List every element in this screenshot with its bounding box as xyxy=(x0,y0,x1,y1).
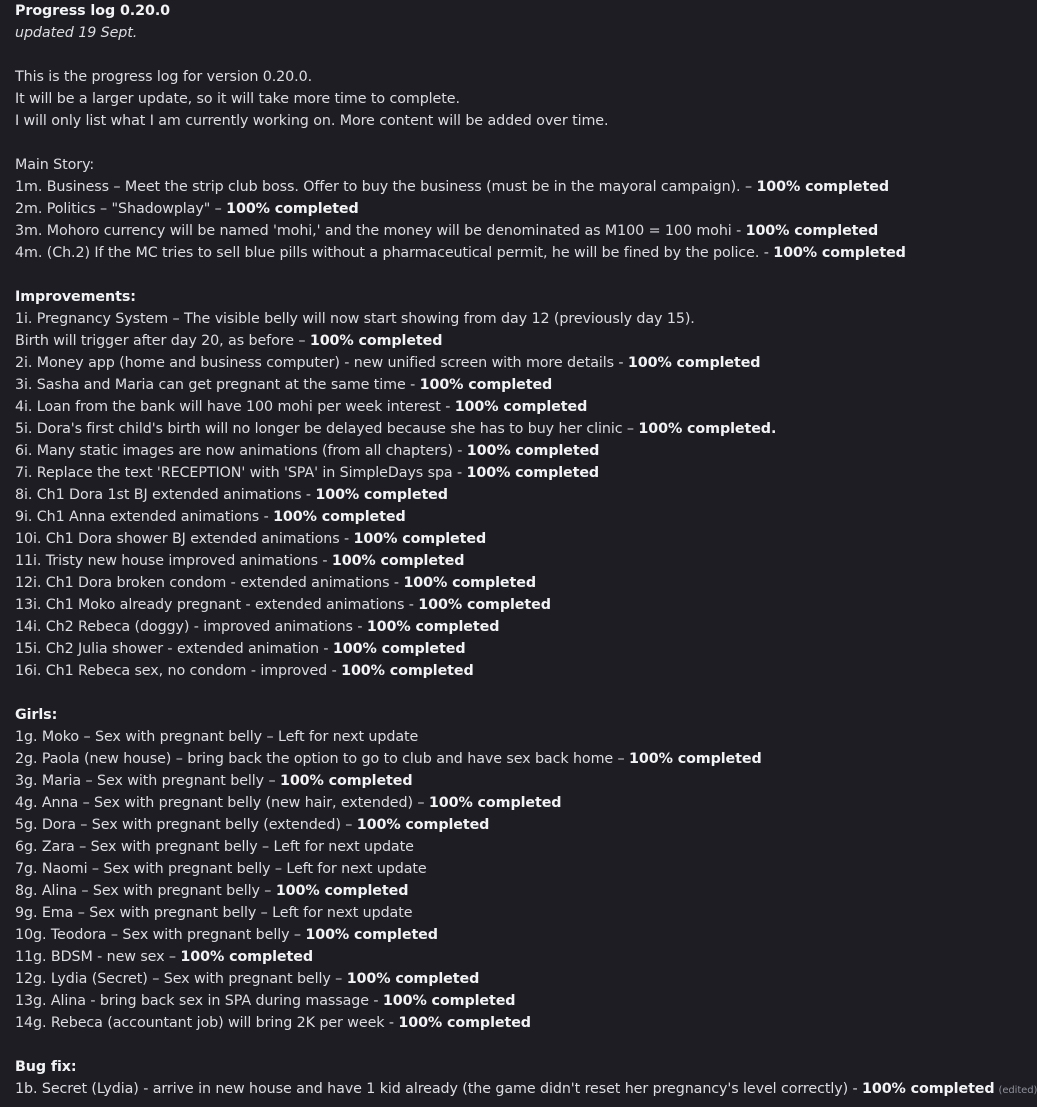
spacer xyxy=(15,132,985,154)
log-item-text: 10i. Ch1 Dora shower BJ extended animations - xyxy=(15,531,354,547)
log-item-text: 12g. Lydia (Secret) – Sex with pregnant belly – xyxy=(15,971,347,987)
log-item xyxy=(15,484,985,506)
log-item xyxy=(15,968,985,990)
status-completed: 100% completed xyxy=(273,509,406,525)
log-item xyxy=(15,440,985,462)
intro-line: This is the progress log for version 0.20.0. xyxy=(15,69,313,85)
status-completed: 100% completed xyxy=(315,487,448,503)
log-item xyxy=(15,748,985,770)
log-item xyxy=(15,374,985,396)
log-item xyxy=(15,572,985,594)
status-completed: 100% completed xyxy=(428,795,562,811)
log-item xyxy=(15,770,985,792)
status-completed: 100% completed xyxy=(403,575,536,591)
status-completed: 100% completed xyxy=(419,377,553,393)
log-item xyxy=(15,220,985,242)
status-completed: 100% completed xyxy=(862,1081,995,1097)
log-item-text: 4g. Anna – Sex with pregnant belly (new hair, extended) – xyxy=(15,795,429,811)
log-item xyxy=(15,462,985,484)
log-item xyxy=(15,352,985,374)
status-completed: 100% completed xyxy=(226,201,359,217)
status-completed: 100% completed xyxy=(366,619,500,635)
spacer xyxy=(15,264,985,286)
log-item-text: 5i. Dora's first child's birth will no longer be delayed because she has to buy her clinic – xyxy=(15,421,639,437)
message-title: Progress log 0.20.0 xyxy=(15,3,171,19)
log-item-text: 2m. Politics – "Shadowplay" – xyxy=(15,201,227,217)
section-heading: Girls: xyxy=(15,707,58,723)
status-completed: 100% completed xyxy=(332,641,466,657)
log-item-text: 7i. Replace the text 'RECEPTION' with 'SPA' in SimpleDays spa - xyxy=(15,465,467,481)
status-completed: 100% completed xyxy=(398,1015,531,1031)
log-item-text: 3g. Maria – Sex with pregnant belly – xyxy=(15,773,280,789)
log-item-text: 1m. Business – Meet the strip club boss. Offer to buy the business (must be in the mayoral campaign). – xyxy=(15,179,757,195)
log-item xyxy=(15,550,985,572)
log-item-text: 7g. Naomi – Sex with pregnant belly – Left for next update xyxy=(15,861,427,877)
log-item-text: 8i. Ch1 Dora 1st BJ extended animations - xyxy=(15,487,316,503)
status-completed: 100% completed xyxy=(275,883,409,899)
log-item-text: 1i. Pregnancy System – The visible belly will now start showing from day 12 (previously day 15). xyxy=(15,311,695,327)
status-completed: 100% completed xyxy=(629,751,762,767)
log-item-text: 13i. Ch1 Moko already pregnant - extended animations - xyxy=(15,597,419,613)
log-item-text: 6i. Many static images are now animations (from all chapters) - xyxy=(15,443,467,459)
status-completed: 100% completed xyxy=(346,971,480,987)
status-completed: 100% completed xyxy=(466,465,600,481)
log-item-text: 9i. Ch1 Anna extended animations - xyxy=(15,509,274,525)
status-completed: 100% completed xyxy=(309,333,443,349)
log-item xyxy=(15,594,985,616)
log-item xyxy=(15,1078,1037,1100)
status-completed: 100% completed. xyxy=(638,421,777,437)
log-item xyxy=(15,528,985,550)
log-item-text: 3i. Sasha and Maria can get pregnant at the same time - xyxy=(15,377,420,393)
spacer xyxy=(15,44,985,66)
log-item xyxy=(15,242,985,264)
log-item xyxy=(15,308,985,330)
log-item-text: 9g. Ema – Sex with pregnant belly – Left for next update xyxy=(15,905,413,921)
log-item-text: 13g. Alina - bring back sex in SPA during massage - xyxy=(15,993,383,1009)
section-heading: Bug fix: xyxy=(15,1059,77,1075)
status-completed: 100% completed xyxy=(627,355,761,371)
log-item xyxy=(15,396,985,418)
sections-container xyxy=(15,132,1037,1100)
log-item-text: 14g. Rebeca (accountant job) will bring 2K per week - xyxy=(15,1015,399,1031)
log-item xyxy=(15,638,985,660)
spacer xyxy=(15,1034,985,1056)
status-completed: 100% completed xyxy=(353,531,487,547)
log-item-text: 16i. Ch1 Rebeca sex, no condom - improved - xyxy=(15,663,342,679)
log-item-text: 3m. Mohoro currency will be named 'mohi,' and the money will be denominated as M100 = 100 mohi - xyxy=(15,223,746,239)
log-item-text: 10g. Teodora – Sex with pregnant belly – xyxy=(15,927,306,943)
status-completed: 100% completed xyxy=(279,773,413,789)
log-item-text: 8g. Alina – Sex with pregnant belly – xyxy=(15,883,276,899)
spacer xyxy=(15,682,985,704)
log-item xyxy=(15,330,985,352)
status-completed: 100% completed xyxy=(382,993,516,1009)
log-item xyxy=(15,1012,985,1034)
intro-line: I will only list what I am currently working on. More content will be added over time. xyxy=(15,113,609,129)
log-item xyxy=(15,902,985,924)
status-completed: 100% completed xyxy=(180,949,313,965)
log-item-text: 2i. Money app (home and business computer) - new unified screen with more details - xyxy=(15,355,628,371)
message-content xyxy=(15,0,1037,1100)
log-item xyxy=(15,990,985,1012)
log-item-text: 4i. Loan from the bank will have 100 mohi per week interest - xyxy=(15,399,455,415)
status-completed: 100% completed xyxy=(466,443,600,459)
log-item xyxy=(15,858,985,880)
intro-line: It will be a larger update, so it will take more time to complete. xyxy=(15,91,460,107)
log-item-text: Birth will trigger after day 20, as before – xyxy=(15,333,310,349)
log-item xyxy=(15,660,985,682)
log-item xyxy=(15,506,985,528)
log-item-text: 11g. BDSM - new sex – xyxy=(15,949,181,965)
log-item xyxy=(15,924,985,946)
status-completed: 100% completed xyxy=(745,223,879,239)
log-item xyxy=(15,176,985,198)
section-heading: Main Story: xyxy=(15,157,95,173)
log-item-text: 1g. Moko – Sex with pregnant belly – Left for next update xyxy=(15,729,419,745)
log-item-text: 2g. Paola (new house) – bring back the option to go to club and have sex back home – xyxy=(15,751,630,767)
status-completed: 100% completed xyxy=(773,245,906,261)
log-item-text: 12i. Ch1 Dora broken condom - extended animations - xyxy=(15,575,404,591)
status-completed: 100% completed xyxy=(756,179,889,195)
log-item-text: 6g. Zara – Sex with pregnant belly – Left for next update xyxy=(15,839,414,855)
status-completed: 100% completed xyxy=(331,553,465,569)
log-item xyxy=(15,616,985,638)
status-completed: 100% completed xyxy=(341,663,474,679)
log-item-text: 4m. (Ch.2) If the MC tries to sell blue pills without a pharmaceutical permit, he will be fined by the police. - xyxy=(15,245,774,261)
log-item xyxy=(15,880,985,902)
section-heading: Improvements: xyxy=(15,289,136,305)
log-item-text: 1b. Secret (Lydia) - arrive in new house and have 1 kid already (the game didn't reset her pregnancy's level correctly) - xyxy=(15,1081,862,1097)
log-item-text: 11i. Tristy new house improved animations - xyxy=(15,553,332,569)
log-item xyxy=(15,792,985,814)
log-item-text: 5g. Dora – Sex with pregnant belly (extended) – xyxy=(15,817,357,833)
status-completed: 100% completed xyxy=(418,597,551,613)
log-item xyxy=(15,198,985,220)
updated-date: updated 19 Sept. xyxy=(15,25,138,41)
status-completed: 100% completed xyxy=(454,399,588,415)
log-item xyxy=(15,946,985,968)
log-item xyxy=(15,726,985,748)
log-item xyxy=(15,418,985,440)
log-item xyxy=(15,836,985,858)
log-item-text: 14i. Ch2 Rebeca (doggy) - improved animations - xyxy=(15,619,367,635)
status-completed: 100% completed xyxy=(356,817,490,833)
edited-label: (edited) xyxy=(998,1085,1037,1096)
status-completed: 100% completed xyxy=(305,927,438,943)
log-item-text: 15i. Ch2 Julia shower - extended animation - xyxy=(15,641,333,657)
log-item xyxy=(15,814,985,836)
